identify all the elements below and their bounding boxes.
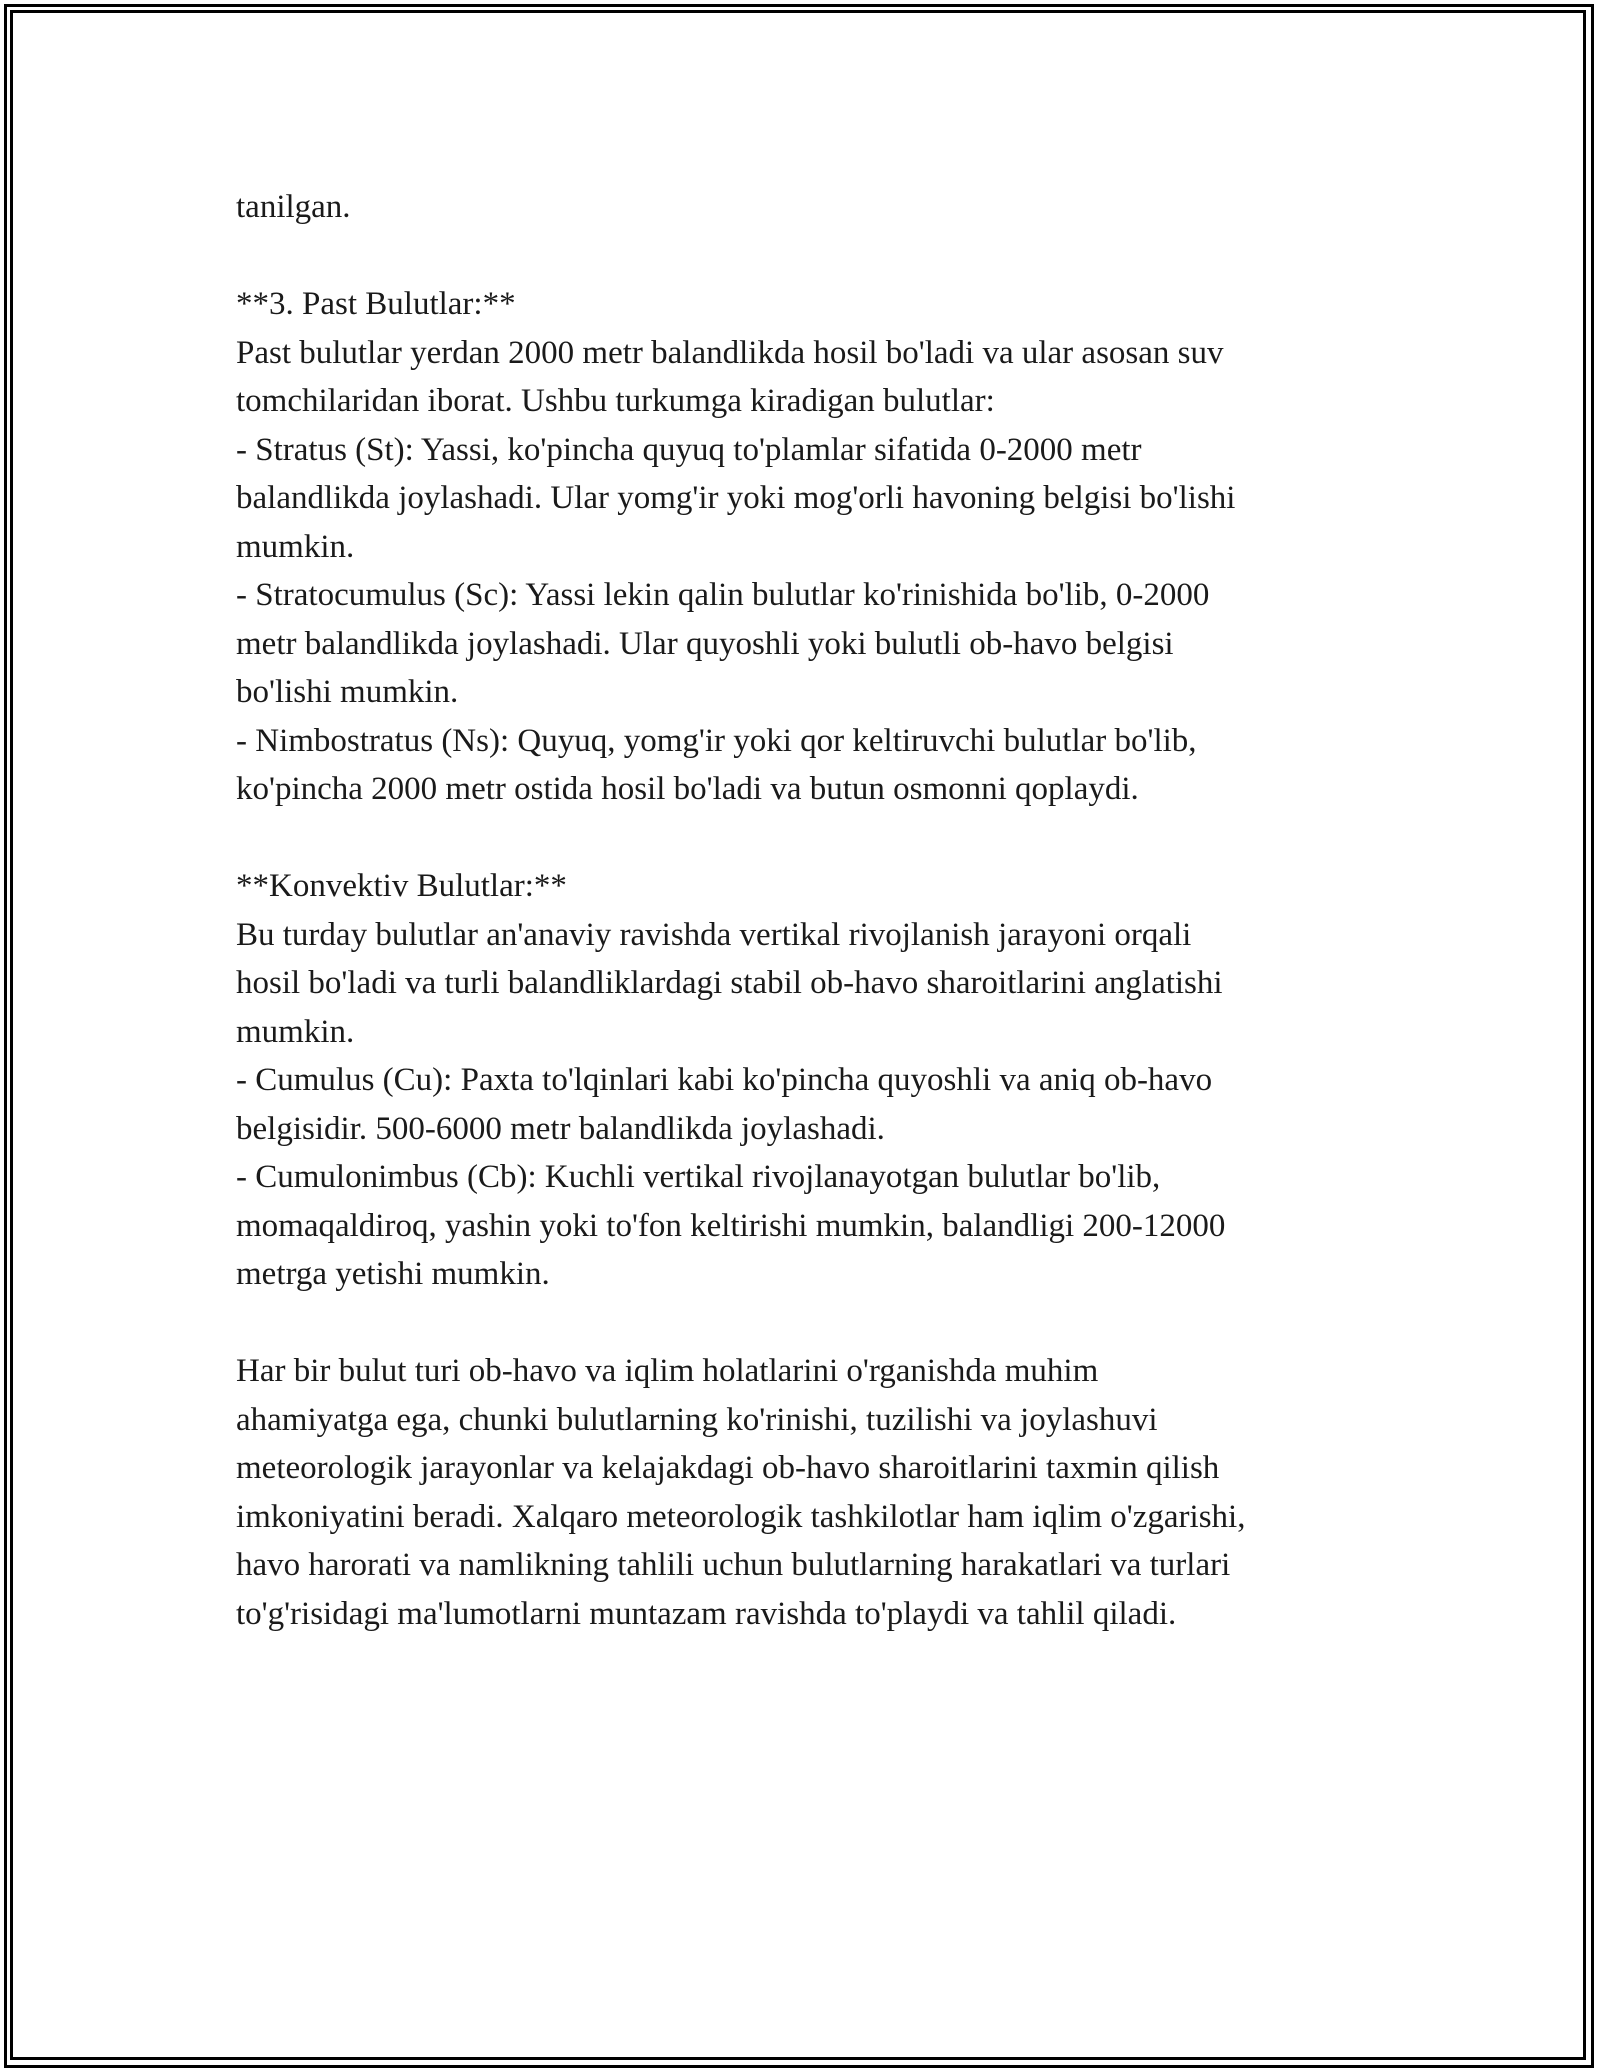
text-line: hosil bo'ladi va turli balandliklardagi stabil ob-havo sharoitlarini anglatishi	[236, 965, 1223, 1001]
list-item-stratocumulus: - Stratocumulus (Sc): Yassi lekin qalin bulutlar ko'rinishida bo'lib, 0-2000	[236, 577, 1210, 613]
text-line: metr balandlikda joylashadi. Ular quyoshli yoki bulutli ob-havo belgisi	[236, 625, 1174, 662]
text-line: belgisidir. 500-6000 metr balandlikda joylashadi.	[236, 1110, 885, 1147]
text-line: mumkin.	[236, 528, 355, 565]
text-line: metrga yetishi mumkin.	[236, 1256, 550, 1292]
conclusion-line: imkoniyatini beradi. Xalqaro meteorologik tashkilotlar ham iqlim o'zgarishi,	[236, 1498, 1246, 1535]
text-line: balandlikda joylashadi. Ular yomg'ir yoki mog'orli havoning belgisi bo'lishi	[236, 480, 1236, 516]
paragraph-spacer	[236, 232, 1386, 281]
text-line: mumkin.	[236, 1013, 355, 1050]
conclusion-line: meteorologik jarayonlar va kelajakdagi ob-havo sharoitlarini taxmin qilish	[236, 1450, 1220, 1486]
text-line: Bu turday bulutlar an'anaviy ravishda vertikal rivojlanish jarayoni orqali	[236, 916, 1192, 953]
conclusion-line: havo harorati va namlikning tahlili uchun bulutlarning harakatlari va turlari	[236, 1547, 1231, 1583]
paragraph-spacer	[236, 814, 1386, 863]
text-line: bo'lishi mumkin.	[236, 674, 459, 710]
list-item-stratus: - Stratus (St): Yassi, ko'pincha quyuq to'plamlar sifatida 0-2000 metr	[236, 431, 1142, 468]
conclusion-line: ahamiyatga ega, chunki bulutlarning ko'rinishi, tuzilishi va joylashuvi	[236, 1401, 1158, 1438]
section-heading-convective-clouds: **Konvektiv Bulutlar:**	[236, 868, 567, 904]
conclusion-line: to'g'risidagi ma'lumotlarni muntazam ravishda to'playdi va tahlil qiladi.	[236, 1595, 1177, 1632]
text-line: ko'pincha 2000 metr ostida hosil bo'ladi va butun osmonni qoplaydi.	[236, 771, 1139, 807]
conclusion-line: Har bir bulut turi ob-havo va iqlim holatlarini o'rganishda muhim	[236, 1353, 1099, 1389]
text-line: Past bulutlar yerdan 2000 metr balandlikda hosil bo'ladi va ular asosan suv	[236, 334, 1224, 371]
paragraph-spacer	[236, 1299, 1386, 1348]
text-line: momaqaldiroq, yashin yoki to'fon keltirishi mumkin, balandligi 200-12000	[236, 1207, 1226, 1244]
text-line: tomchilaridan iborat. Ushbu turkumga kiradigan bulutlar:	[236, 383, 995, 419]
intro-fragment: tanilgan.	[236, 189, 351, 225]
list-item-nimbostratus: - Nimbostratus (Ns): Quyuq, yomg'ir yoki qor keltiruvchi bulutlar bo'lib,	[236, 722, 1197, 759]
list-item-cumulus: - Cumulus (Cu): Paxta to'lqinlari kabi ko'pincha quyoshli va aniq ob-havo	[236, 1062, 1213, 1098]
section-heading-low-clouds: **3. Past Bulutlar:**	[236, 286, 516, 322]
document-body	[236, 183, 1386, 1638]
list-item-cumulonimbus: - Cumulonimbus (Cb): Kuchli vertikal rivojlanayotgan bulutlar bo'lib,	[236, 1159, 1161, 1195]
